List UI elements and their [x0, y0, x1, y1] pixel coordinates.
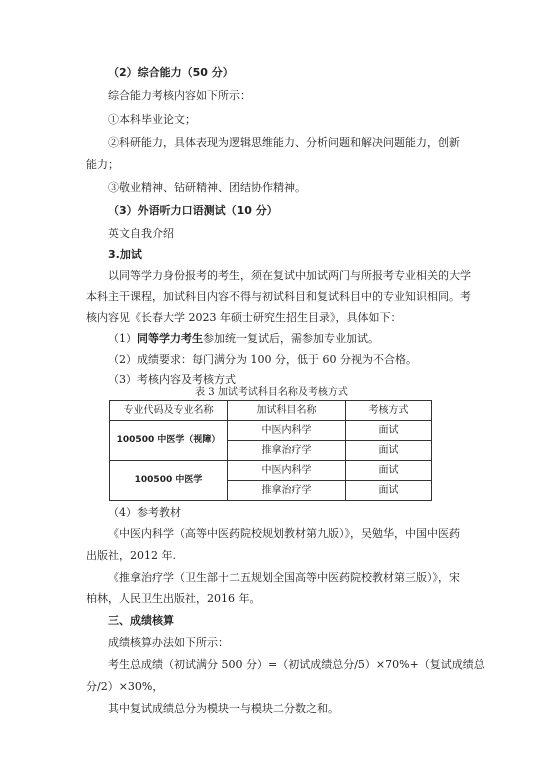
heading-additional-test: 3.加试: [108, 248, 142, 261]
table-header-row: [110, 401, 432, 421]
textbook-1-line2: 出版社，2012 年.: [86, 549, 176, 562]
section2-intro: 综合能力考核内容如下所示：: [108, 89, 251, 102]
subject-cell: 中医内科学: [228, 421, 346, 441]
scores-intro: 成绩核算办法如下所示：: [108, 636, 229, 649]
paragraph-line-2: 本科主干课程，加试科目内容不得与初试科目和复试科目中的专业知识相同。考: [86, 290, 471, 303]
method-cell: 面试: [346, 461, 432, 481]
major-cell-2: 100500 中医学: [110, 461, 228, 501]
header-method: 考核方式: [346, 401, 432, 421]
subject-cell: 中医内科学: [228, 461, 346, 481]
table-caption: 表 3 加试考试科目名称及考核方式: [195, 387, 348, 398]
textbook-2-line1: 《推拿治疗学（卫生部十二五规划全国高等中医药院校教材第三版）》，宋: [108, 571, 460, 584]
textbook-1-line1: 《中医内科学（高等中医药院校规划教材第九版）》，吴勉华，中国中医药: [108, 527, 460, 540]
requirement-4: （4）参考教材: [108, 506, 181, 519]
section2-title: （2）综合能力（50 分）: [108, 66, 234, 79]
method-cell: 面试: [346, 481, 432, 501]
formula-line1: 考生总成绩（初试满分 500 分）=（初试成绩总分/5）×70%+（复试成绩总: [108, 658, 485, 671]
list-item-research-line1: ②科研能力，具体表现为逻辑思维能力、分析问题和解决问题能力，创新: [108, 136, 460, 149]
requirement-1-prefix: （1）: [108, 332, 137, 345]
paragraph-line-1: 以同等学力身份报考的考生，须在复试中加试两门与所报考专业相关的大学: [108, 269, 471, 282]
section3-body: 英文自我介绍: [108, 227, 174, 240]
requirement-1: [108, 332, 379, 346]
section3-title: （3）外语听力口语测试（10 分）: [108, 204, 278, 217]
method-cell: 面试: [346, 441, 432, 461]
paragraph-line-3: 核内容见《长春大学 2023 年硕士研究生招生目录》，具体如下：: [86, 311, 402, 324]
final-line: 其中复试成绩总分为模块一与模块二分数之和。: [108, 702, 339, 715]
heading-score-calculation: 三、成绩核算: [108, 614, 174, 627]
exam-table: [109, 400, 432, 501]
header-major: 专业代码及专业名称: [110, 401, 228, 421]
textbook-2-line2: 柏林，人民卫生出版社，2016 年。: [86, 592, 261, 605]
requirement-1-bold: 同等学力考生: [137, 332, 203, 345]
list-item-spirit: ③敬业精神、钻研精神、团结协作精神。: [108, 181, 306, 194]
subject-cell: 推拿治疗学: [228, 441, 346, 461]
requirement-1-rest: 参加统一复试后，需参加专业加试。: [203, 332, 379, 345]
table-row: [110, 461, 432, 481]
list-item-thesis: ①本科毕业论文；: [108, 113, 196, 126]
header-subject: 加试科目名称: [228, 401, 346, 421]
subject-cell: 推拿治疗学: [228, 481, 346, 501]
requirement-2: （2）成绩要求：每门满分为 100 分，低于 60 分视为不合格。: [108, 353, 417, 366]
formula-line2: 分/2）×30%，: [86, 680, 164, 693]
major-cell-1: 100500 中医学（视障）: [110, 421, 228, 461]
method-cell: 面试: [346, 421, 432, 441]
table-row: [110, 421, 432, 441]
list-item-research-line2: 能力；: [86, 158, 119, 171]
requirement-3: （3）考核内容及考核方式: [108, 373, 236, 386]
